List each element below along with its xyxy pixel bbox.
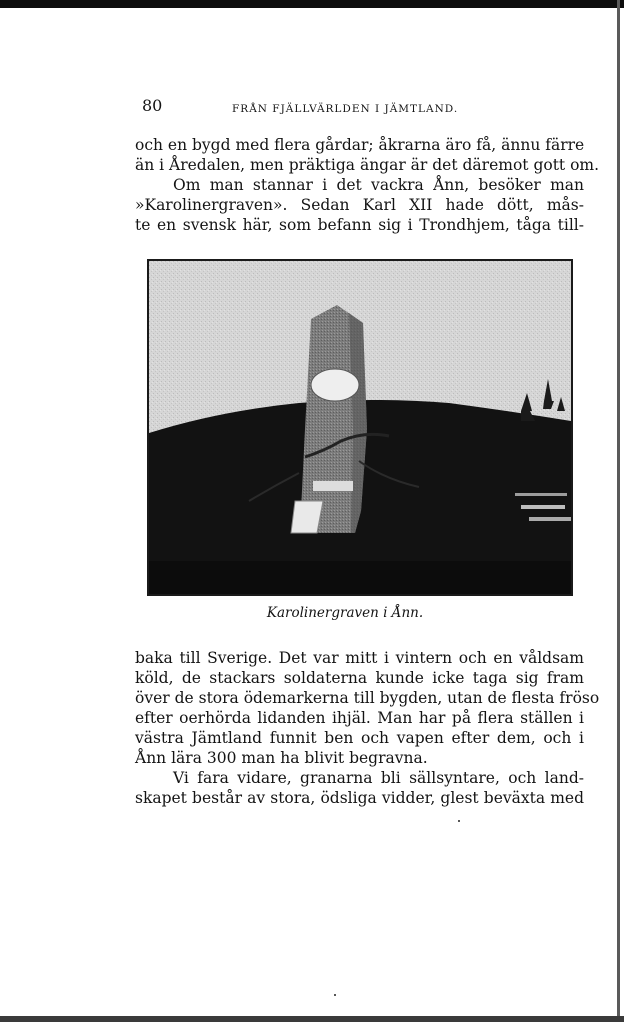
- print-speck: [458, 820, 460, 822]
- text-line: över de stora ödemarkerna till bygden, utan de flesta fröso: [135, 689, 600, 707]
- running-title: FRÅN FJÄLLVÄRLDEN I JÄMTLAND.: [232, 103, 459, 115]
- paragraph-bottom: [135, 648, 600, 808]
- figure-caption: Karolinergraven i Ånn.: [266, 605, 424, 621]
- page-top-edge: [0, 0, 624, 8]
- text-line: Ånn lära 300 man ha blivit begravna.: [135, 749, 428, 767]
- monument-photo-image: [149, 261, 571, 594]
- text-line: Vi fara vidare, granarna bli sällsyntare, och land-: [173, 769, 584, 787]
- text-line: köld, de stackars soldaterna kunde icke taga sig fram: [135, 669, 584, 687]
- text-line: skapet består av stora, ödsliga vidder, glest beväxta med: [135, 789, 584, 807]
- print-speck: [334, 994, 336, 996]
- paragraph-top: [135, 135, 600, 235]
- text-line: efter oerhörda lidanden ihjäl. Man har på flera ställen i: [135, 709, 584, 727]
- text-line: Om man stannar i det vackra Ånn, besöker man: [173, 176, 584, 194]
- text-line: västra Jämtland funnit ben och vapen efter dem, och i: [135, 729, 584, 747]
- text-line: »Karolinergraven». Sedan Karl XII hade dött, mås-: [135, 196, 584, 214]
- text-line: än i Åredalen, men präktiga ängar är det däremot gott om.: [135, 156, 600, 174]
- text-line: te en svensk här, som befann sig i Trondhjem, tåga till-: [135, 216, 584, 234]
- text-line: och en bygd med flera gårdar; åkrarna äro få, ännu färre: [135, 136, 585, 154]
- page-bottom-edge: [0, 1016, 624, 1022]
- text-line: baka till Sverige. Det var mitt i vintern och en våldsam: [135, 649, 584, 667]
- photograph-karolinergraven: [147, 259, 573, 596]
- page-number: 80: [142, 96, 163, 115]
- page-right-edge: [617, 0, 620, 1022]
